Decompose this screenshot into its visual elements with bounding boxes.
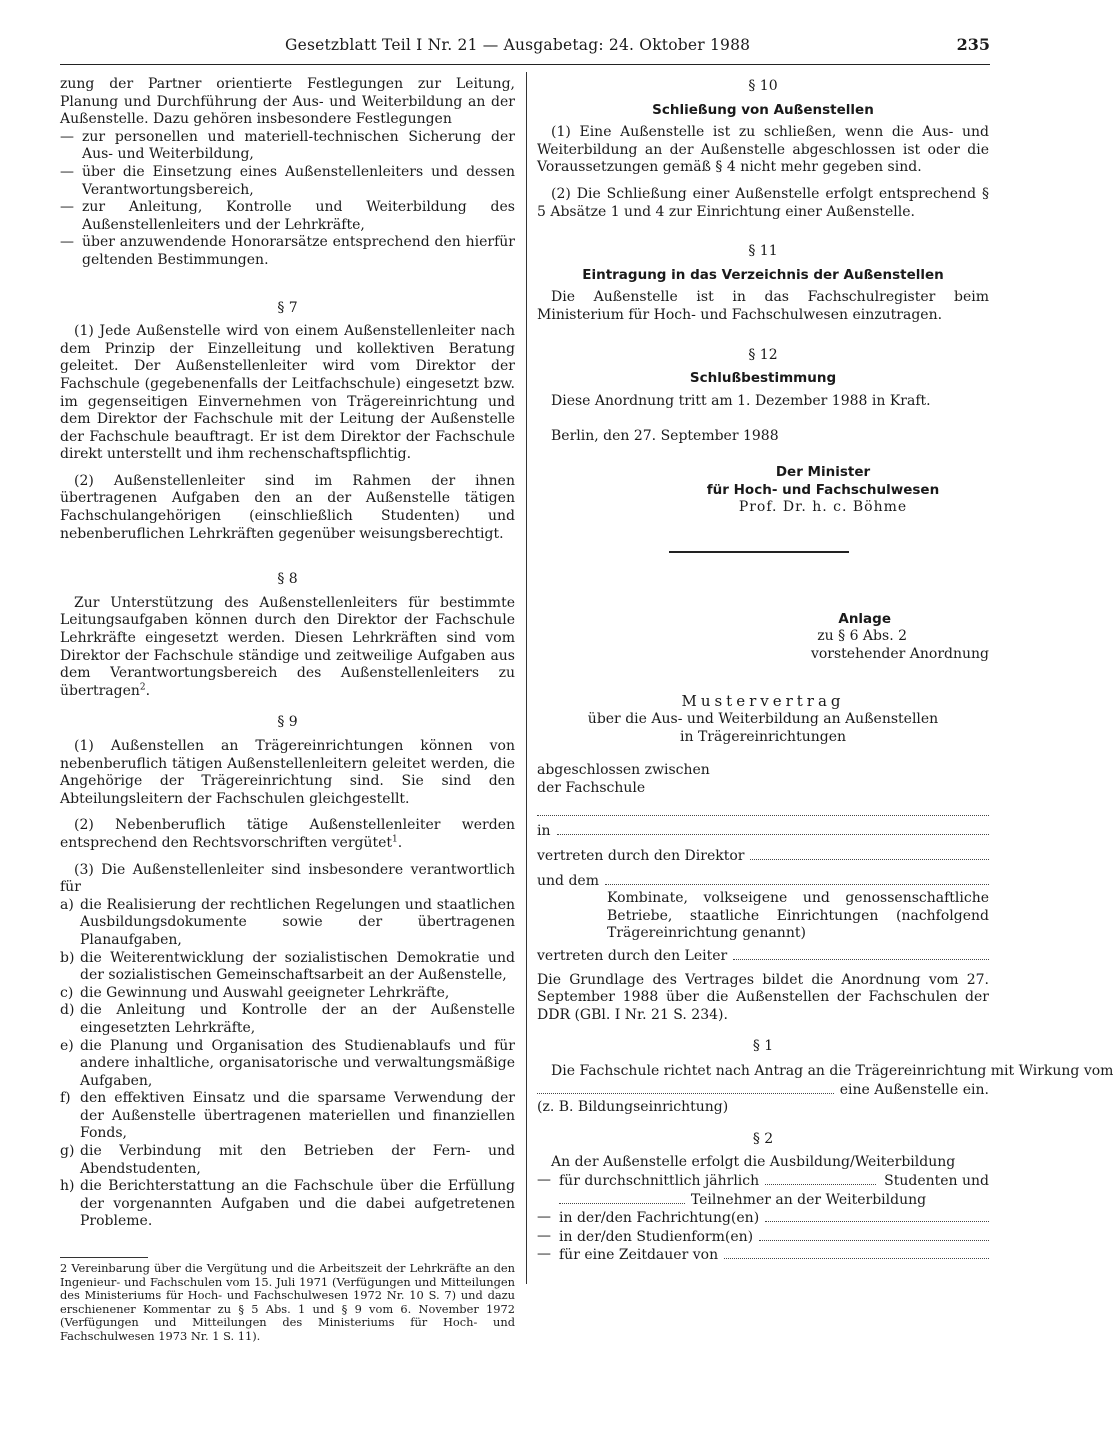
list-label: g) bbox=[60, 1143, 75, 1160]
list-item bbox=[60, 950, 515, 985]
list-label: d) bbox=[60, 1002, 75, 1019]
fill-row-fields bbox=[559, 1209, 989, 1228]
s9-paragraph-2 bbox=[60, 817, 515, 852]
contract-title: Mustervertrag bbox=[681, 692, 845, 711]
list-text: die Anleitung und Kontrolle der an der Außenstelle eingesetzten Lehrkräfte, bbox=[80, 1002, 515, 1036]
place-date: Berlin, den 27. September 1988 bbox=[551, 428, 779, 445]
s7-paragraph-1: (1) Jede Außenstelle wird von einem Außenstellenleiter nach dem Prinzip der Einzelleitung und kollektiven Beratung geleitet. Der Außenstellenleiter wird vom Direktor der Fachschule (gegebenenfalls der Leitfachschule) eingesetzt bzw. im gegenseitigen Einvernehmen von Trägereinrichtung und dem Direktor der Fachschule mit der Leitung der Außenstelle der Fachschule beauftragt. Er ist dem Direktor der Fachschule direkt unterstellt und ihm rechenschaftspflichtig. bbox=[60, 323, 515, 463]
list-item: — zur Anleitung, Kontrolle und Weiterbildung des Außenstellenleiters und der Lehrkräfte, bbox=[60, 199, 515, 234]
s8-text-end: . bbox=[145, 682, 151, 699]
s7-paragraph-2: (2) Außenstellenleiter sind im Rahmen der ihnen übertragenen Aufgaben den an der Außenstelle tätigen Fachschulangehörigen (einschließlich Studenten) und nebenberuflichen Lehrkräften gegenüber weisungsberechtigt. bbox=[60, 472, 515, 542]
fill-row-partner bbox=[537, 872, 989, 891]
list-item bbox=[60, 897, 515, 950]
fill-row-director bbox=[537, 847, 989, 866]
separator-rule bbox=[669, 551, 849, 553]
right-column bbox=[537, 76, 1113, 1265]
fill-label: und dem bbox=[537, 872, 599, 889]
section-title-10: Schließung von Außenstellen bbox=[652, 101, 874, 118]
fill-label: — für eine Zeitdauer von bbox=[559, 1247, 719, 1264]
fill-label: Die Fachschule richtet nach Antrag an die Trägereinrichtung mit Wirkung vom bbox=[551, 1062, 1113, 1079]
list-item bbox=[60, 1002, 515, 1037]
fill-label: — für durchschnittlich jährlich bbox=[559, 1172, 760, 1189]
section-title-11: Eintragung in das Verzeichnis der Außenstellen bbox=[582, 266, 944, 283]
list-item bbox=[537, 1228, 989, 1247]
section-heading-11: § 11 bbox=[748, 243, 778, 260]
list-text: die Verbindung mit den Betrieben der Fern- und Abendstudenten, bbox=[80, 1143, 515, 1177]
footnote-mark: 1 bbox=[392, 834, 398, 845]
list-item bbox=[60, 1090, 515, 1143]
signature-title: Der Minister bbox=[775, 463, 871, 480]
header-title: Gesetzblatt Teil I Nr. 21 — Ausgabetag: 24. Oktober 1988 bbox=[285, 36, 751, 54]
fill-dots bbox=[537, 1081, 834, 1094]
fill-row-leader bbox=[537, 947, 989, 966]
s12-paragraph-1: Diese Anordnung tritt am 1. Dezember 1988 in Kraft. bbox=[551, 392, 931, 409]
signature-block bbox=[537, 464, 989, 517]
footnote-rule bbox=[60, 1257, 148, 1258]
section-heading-9: § 9 bbox=[277, 714, 298, 731]
list-text: die Gewinnung und Auswahl geeigneter Lehrkräfte, bbox=[80, 984, 450, 1001]
fill-label: — in der/den Studienform(en) bbox=[559, 1228, 754, 1245]
list-item bbox=[537, 1209, 989, 1228]
contract-basis: Die Grundlage des Vertrages bildet die Anordnung vom 27. September 1988 über die Außenstellen der Fachschulen der DDR (GBl. I Nr. 21 S. 234). bbox=[537, 971, 989, 1023]
fill-label: vertreten durch den Direktor bbox=[537, 848, 745, 865]
list-label: h) bbox=[60, 1178, 75, 1195]
list-item bbox=[60, 1178, 515, 1231]
list-text: die Planung und Organisation des Studienablaufs und für andere inhaltliche, organisatorische und verwaltungsmäßige Aufgaben, bbox=[80, 1037, 515, 1089]
contract-intro-2: der Fachschule bbox=[537, 779, 646, 796]
fill-dots bbox=[765, 1209, 989, 1222]
footnote-mark: 2 bbox=[139, 682, 146, 693]
s8-paragraph-1 bbox=[60, 595, 515, 701]
s8-text: Zur Unterstützung des Außenstellenleiters für bestimmte Leitungsaufgaben können durch den Direktor der Fachschule Lehrkräfte eingesetzt werden. Diesen Lehrkräften sind vom Direktor der Fachschule ständige und zeitweilige Aufgaben aus dem Verantwortungsbereich des Außenstellenleiters zu übertragen bbox=[60, 594, 515, 699]
list-item bbox=[60, 1143, 515, 1178]
list-item bbox=[60, 1038, 515, 1091]
contract-subtitle-2: in Trägereinrichtungen bbox=[680, 728, 846, 745]
list-label: b) bbox=[60, 949, 75, 966]
list-text: die Realisierung der rechtlichen Regelungen und staatlichen Ausbildungsdokumente sowie der übertragenen Planaufgaben, bbox=[80, 896, 515, 948]
fill-row-students bbox=[559, 1172, 989, 1191]
fill-row-establish bbox=[537, 1081, 989, 1100]
contract-subtitle-1: über die Aus- und Weiterbildung an Außenstellen bbox=[587, 711, 939, 728]
fill-label: in bbox=[537, 823, 551, 840]
signature-ministry: für Hoch- und Fachschulwesen bbox=[706, 481, 940, 498]
list-item bbox=[60, 985, 515, 1003]
fill-line-school bbox=[537, 801, 989, 816]
list-label: e) bbox=[60, 1037, 74, 1054]
fill-dots bbox=[724, 1246, 989, 1259]
intro-paragraph: zung der Partner orientierte Festlegungen zur Leitung, Planung und Durchführung der Aus- und Weiterbildung an der Außenstelle. Dazu gehören insbesondere Festlegungen bbox=[60, 76, 515, 128]
footnote-text: 2 Vereinbarung über die Vergütung und die Arbeitszeit der Lehrkräfte an den Ingenieur- und Fachschulen vom 15. Juli 1971 (Verfügungen und Mitteilungen des Ministeriums für Hoch- und Fachschulwesen 1972 Nr. 10 S. 7) und dazu erschienener Kommentar zu § 5 Abs. 1 und § 9 vom 6. November 1972 (Verfügungen und Mitteilungen des Ministeriums für Hoch- und Fachschulwesen 1973 Nr. 1 S. 11). bbox=[60, 1261, 515, 1343]
fill-row-study-forms bbox=[559, 1228, 989, 1247]
list-label: c) bbox=[60, 984, 74, 1001]
fill-dots bbox=[733, 947, 989, 960]
fill-row-duration bbox=[559, 1246, 989, 1265]
section-heading-8: § 8 bbox=[277, 571, 298, 588]
fill-dots bbox=[765, 1172, 876, 1185]
page-header bbox=[60, 36, 990, 65]
list-label: f) bbox=[60, 1090, 71, 1107]
fill-row-location bbox=[537, 822, 989, 841]
list-text: die Berichterstattung an die Fachschule über die Erfüllung der vorgenannten Aufgaben und die dabei aufgetretenen Probleme. bbox=[80, 1178, 515, 1230]
list-label: a) bbox=[60, 896, 74, 913]
s10-paragraph-2: (2) Die Schließung einer Außenstelle erfolgt entsprechend § 5 Absätze 1 und 4 zur Einrichtung einer Außenstelle. bbox=[537, 185, 989, 220]
contract-example: (z. B. Bildungseinrichtung) bbox=[537, 1099, 729, 1116]
contract-intro-1: abgeschlossen zwischen bbox=[537, 762, 710, 779]
section-title-12: Schlußbestimmung bbox=[689, 370, 837, 387]
fill-label: — in der/den Fachrichtung(en) bbox=[559, 1210, 760, 1227]
section-heading-7: § 7 bbox=[277, 299, 298, 316]
fill-label: Teilnehmer an der Weiterbildung bbox=[690, 1191, 927, 1208]
column-divider bbox=[526, 72, 527, 1284]
list-item bbox=[537, 1172, 989, 1209]
s9-paragraph-3: (3) Die Außenstellenleiter sind insbesondere verantwortlich für bbox=[60, 861, 515, 896]
list-text: den effektiven Einsatz und die sparsame Verwendung der der Außenstelle übertragenen materiellen und finanziellen Fonds, bbox=[80, 1090, 515, 1142]
annex-ref-1: zu § 6 Abs. 2 bbox=[817, 628, 907, 645]
list-text: die Weiterentwicklung der sozialistischen Demokratie und der sozialistischen Gemeinschaftsarbeit an der Außenstelle, bbox=[80, 949, 515, 984]
fill-row-participants bbox=[559, 1191, 989, 1210]
intro-list bbox=[60, 129, 515, 270]
list-item bbox=[537, 1246, 989, 1265]
s10-paragraph-1: (1) Eine Außenstelle ist zu schließen, wenn die Aus- und Weiterbildung an der Außenstelle abgeschlossen ist oder die Voraussetzungen gemäß § 4 nicht mehr gegeben sind. bbox=[537, 124, 989, 176]
annex-title: Anlage bbox=[838, 610, 891, 627]
list-item: — über die Einsetzung eines Außenstellenleiters und dessen Verantwortungsbereich, bbox=[60, 164, 515, 199]
section-heading-10: § 10 bbox=[748, 78, 778, 94]
fill-dots bbox=[557, 822, 990, 835]
contract-section-1: § 1 bbox=[752, 1038, 774, 1055]
section-heading-12: § 12 bbox=[748, 346, 778, 363]
list-item: — über anzuwendende Honorarsätze entsprechend den hierfür geltenden Bestimmungen. bbox=[60, 234, 515, 269]
fill-label: eine Außenstelle ein. bbox=[839, 1081, 989, 1098]
page-number: 235 bbox=[956, 35, 990, 54]
s11-paragraph-1: Die Außenstelle ist in das Fachschulregister beim Ministerium für Hoch- und Fachschulwesen einzutragen. bbox=[537, 289, 989, 323]
s9-p2-end: . bbox=[397, 834, 403, 851]
fill-row-effective-date bbox=[537, 1062, 1113, 1081]
contract-s2-intro: An der Außenstelle erfolgt die Ausbildung/Weiterbildung bbox=[551, 1154, 956, 1171]
fill-label: Studenten und bbox=[884, 1172, 989, 1189]
left-column bbox=[60, 76, 515, 1344]
fill-dots bbox=[605, 872, 989, 885]
signature-name: Prof. Dr. h. c. Böhme bbox=[738, 499, 908, 516]
s9-p2-text: (2) Nebenberuflich tätige Außenstellenleiter werden entsprechend den Rechtsvorschriften vergütet bbox=[60, 817, 515, 851]
annex-ref-2: vorstehender Anordnung bbox=[810, 645, 989, 662]
contract-section-2: § 2 bbox=[752, 1130, 774, 1147]
fill-dots bbox=[759, 1228, 989, 1241]
list-item: — zur personellen und materiell-technischen Sicherung der Aus- und Weiterbildung, bbox=[60, 129, 515, 164]
fill-dots bbox=[559, 1191, 685, 1204]
s9-paragraph-1: (1) Außenstellen an Trägereinrichtungen können von nebenberuflich tätigen Außenstellenleitern geleitet werden, die Angehörige der Trägereinrichtung sind. Sie sind den Abteilungsleitern der Fachschulen gleichgestellt. bbox=[60, 738, 515, 807]
fill-dots bbox=[750, 847, 989, 860]
fill-label: vertreten durch den Leiter bbox=[537, 948, 728, 964]
s9-responsibility-list bbox=[60, 897, 515, 1231]
footnote-block bbox=[60, 1257, 515, 1344]
contract-s2-list bbox=[537, 1172, 989, 1265]
partner-description: Kombinate, volkseigene und genossenschaftliche Betriebe, staatliche Einrichtungen (nachfolgend Trägereinrichtung genannt) bbox=[607, 890, 989, 942]
